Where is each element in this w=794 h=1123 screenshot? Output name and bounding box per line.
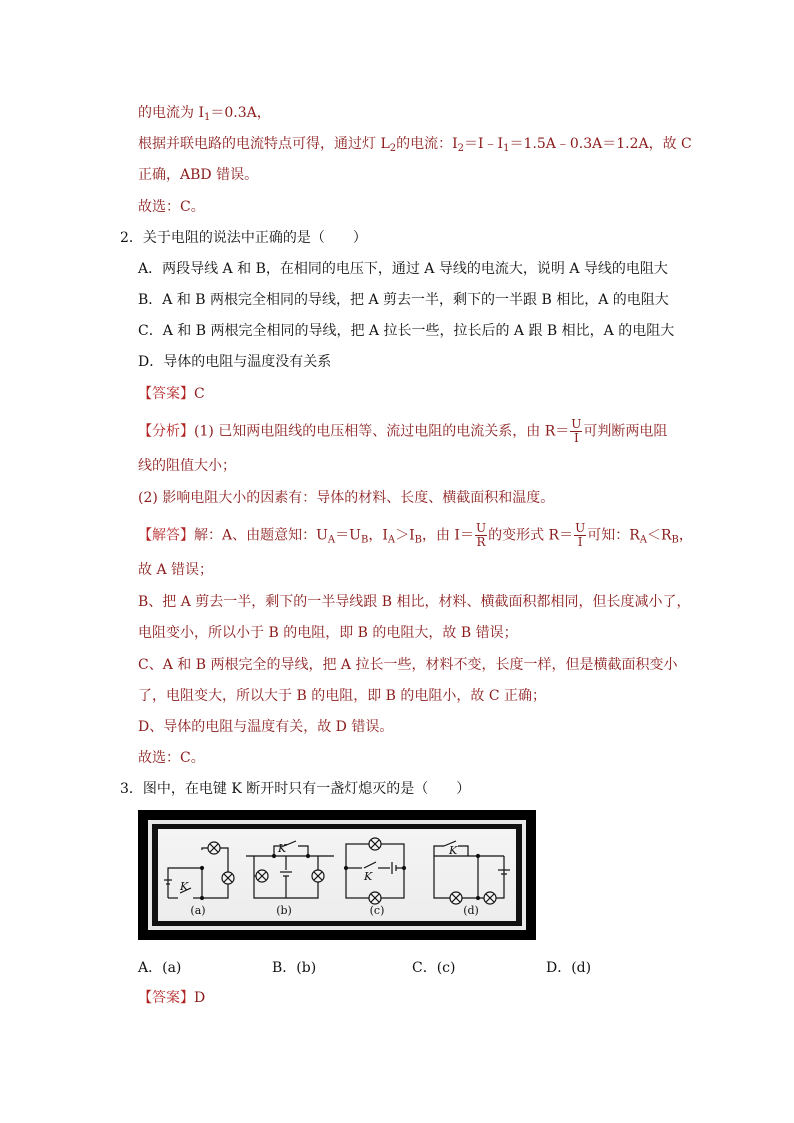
q2-solution-line-7: D、导体的电阻与温度有关，故 D 错误。	[138, 719, 394, 735]
switch-label-a: K	[180, 880, 189, 893]
q2-solution-line-3: B、把 A 剪去一半，剩下的一半导线跟 B 相比，材料、横截面积都相同，但长度减小了，	[138, 594, 691, 610]
switch-label-d: K	[449, 844, 458, 857]
figure-label-d: (d)	[463, 904, 479, 917]
q2-analysis-line-3: (2) 影响电阻大小的因素有：导体的材料、长度、横截面积和温度。	[138, 490, 555, 506]
question-2-stem: 2．关于电阻的说法中正确的是（ ）	[120, 230, 367, 246]
q2-option-b: B．A 和 B 两根完全相同的导线，把 A 剪去一半，剩下的一半跟 B 相比，A 的电阻大	[138, 292, 669, 308]
prev-solution-line-1: 的电流为 $I_1=0.3A$，	[138, 105, 271, 123]
figure-label-b: (b)	[276, 904, 292, 917]
q2-option-c: C．A 和 B 两根完全相同的导线，把 A 拉长一些，拉长后的 A 跟 B 相比，A 的电阻大	[138, 323, 675, 339]
q3-answer: 【答案】D	[138, 990, 206, 1006]
q2-analysis-line-1: 【分析】(1) 已知两电阻线的电压相等、流过电阻的电流关系，由 R＝ $\frac{U}{I}$ 可判断两电阻	[138, 417, 668, 445]
q3-option-c: C．(c)	[412, 960, 456, 976]
q2-solution-line-1: 【解答】解：A、由题意知：$U_A=U_B$，$I_A>I_B$，由 I＝ $\frac{U}{R}$ 的变形式 R＝ $\frac{U}{I}$ 可知：$R_A<R_B$，	[138, 521, 693, 549]
q2-answer: 【答案】C	[138, 386, 205, 402]
q2-option-d: D．导体的电阻与温度没有关系	[138, 354, 332, 370]
q2-solution-line-4: 电阻变小，所以小于 B 的电阻，即 B 的电阻大，故 B 错误；	[138, 625, 518, 641]
q2-solution-line-2: 故 A 错误；	[138, 562, 214, 578]
q2-solution-choice: 故选：C。	[138, 750, 205, 766]
q3-option-d: D．(d)	[546, 960, 592, 976]
prev-solution-line-3: 正确，ABD 错误。	[138, 167, 259, 183]
circuit-diagrams	[138, 810, 536, 940]
q3-option-a: A．(a)	[138, 960, 182, 976]
q2-solution-line-6: 了，电阻变大，所以大于 B 的电阻，即 B 的电阻小，故 C 正确；	[138, 688, 546, 704]
q2-option-a: A．两段导线 A 和 B，在相同的电压下，通过 A 导线的电流大，说明 A 导线的电阻大	[138, 261, 668, 277]
q2-analysis-line-2: 线的阻值大小；	[138, 458, 236, 474]
question-3-stem: 3．图中，在电键 K 断开时只有一盏灯熄灭的是（ ）	[120, 781, 471, 797]
q3-option-b: B．(b)	[272, 960, 317, 976]
circuit-figure	[138, 810, 536, 940]
q2-solution-line-5: C、A 和 B 两根完全的导线，把 A 拉长一些，材料不变，长度一样，但是横截面积变小	[138, 657, 678, 673]
figure-label-c: (c)	[369, 904, 385, 917]
switch-label-b: K	[278, 842, 287, 855]
figure-label-a: (a)	[190, 904, 206, 917]
prev-solution-choice: 故选：C。	[138, 199, 205, 215]
prev-solution-line-2: 根据并联电路的电流特点可得，通过灯 $L_2$的电流：$I_2=I﹣I_1=1.5A﹣0.3A=1.2A$，故 C	[138, 136, 692, 154]
switch-label-c: K	[364, 870, 373, 883]
